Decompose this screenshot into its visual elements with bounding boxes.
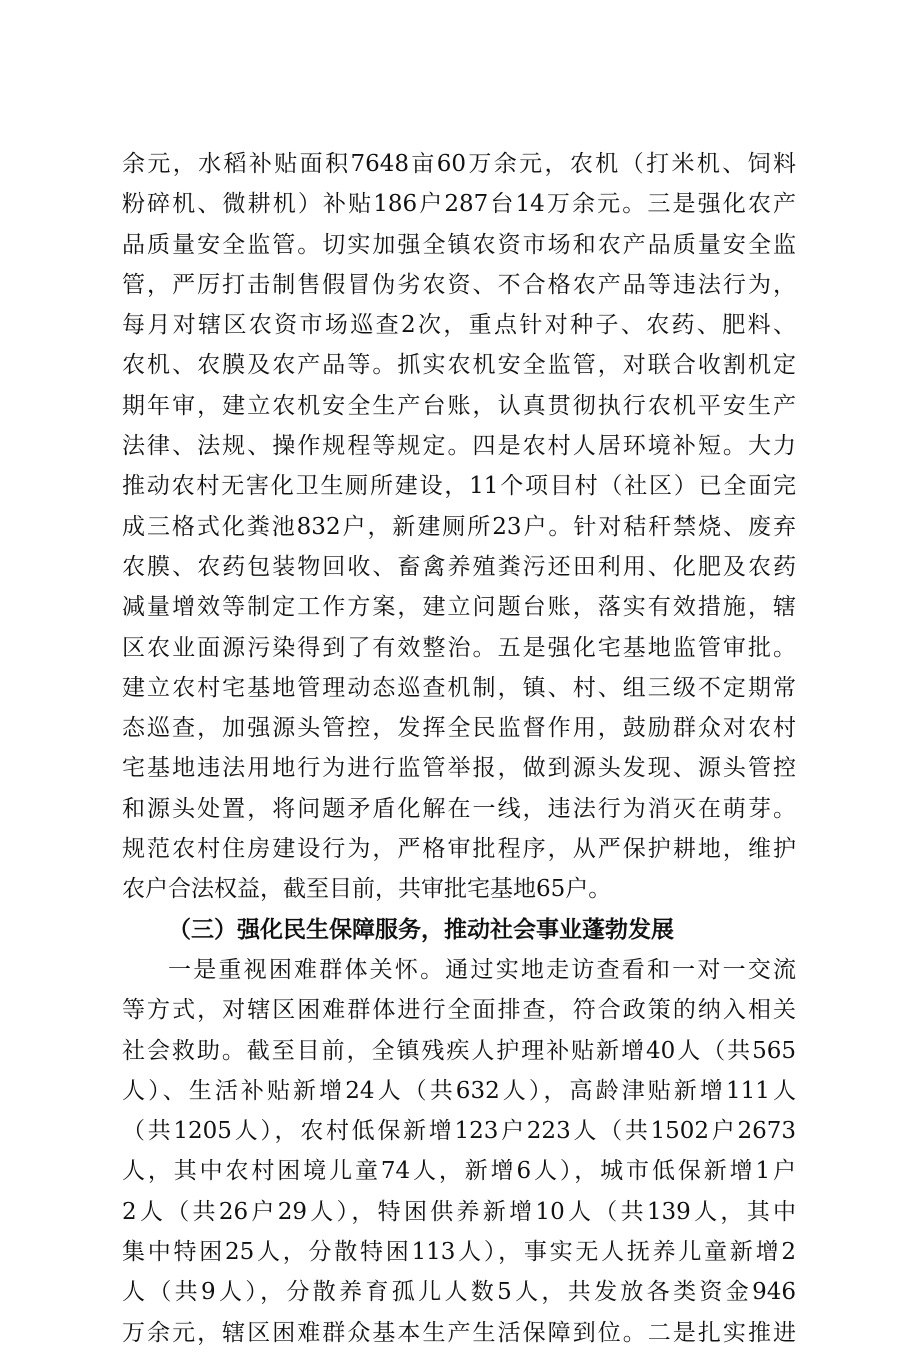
section-heading: （三）强化民生保障服务，推动社会事业蓬勃发展 [168,915,674,943]
text-line: 区农业面源污染得到了有效整治。五是强化宅基地监管审批。 [122,634,796,661]
text-line: 和源头处置，将问题矛盾化解在一线，违法行为消灭在萌芽。 [122,795,796,822]
text-line: 品质量安全监管。切实加强全镇农资市场和农产品质量安全监 [122,231,796,258]
text-line: 等方式，对辖区困难群体进行全面排查，符合政策的纳入相关 [122,997,796,1024]
document-body [122,144,796,1353]
text-line: 人）、生活补贴新增24人（共632人），高龄津贴新增111人 [122,1077,796,1104]
text-line: 2人（共26户29人），特困供养新增10人（共139人，其中 [122,1198,796,1225]
text-line: 建立农村宅基地管理动态巡查机制，镇、村、组三级不定期常 [122,674,796,701]
text-line: 农户合法权益，截至目前，共审批宅基地65户。 [122,876,612,903]
text-line: 每月对辖区农资市场巡查2次，重点针对种子、农药、肥料、 [122,312,796,339]
text-line: 万余元，辖区困难群众基本生产生活保障到位。二是扎实推进 [122,1319,796,1346]
text-line: 农膜、农药包装物回收、畜禽养殖粪污还田利用、化肥及农药 [122,553,796,580]
text-line: 粉碎机、微耕机）补贴186户287台14万余元。三是强化农产 [122,191,796,218]
text-line: 一是重视困难群体关怀。通过实地走访查看和一对一交流 [168,956,796,983]
text-line: （共1205人），农村低保新增123户223人（共1502户2673 [122,1118,796,1145]
paragraph-livelihood-agriculture [122,144,796,910]
text-line: 减量增效等制定工作方案，建立问题台账，落实有效措施，辖 [122,594,796,621]
text-line: 人（共9人），分散养育孤儿人数5人，共发放各类资金946 [122,1279,796,1306]
text-line: 期年审，建立农机安全生产台账，认真贯彻执行农机平安生产 [122,392,796,419]
text-line: 成三格式化粪池832户，新建厕所23户。针对秸秆禁烧、废弃 [122,513,796,540]
text-line: 法律、法规、操作规程等规定。四是农村人居环境补短。大力 [122,433,796,460]
text-line: 宅基地违法用地行为进行监管举报，做到源头发现、源头管控 [122,755,796,782]
paragraph-social-assistance [122,950,796,1353]
text-line: 态巡查，加强源头管控，发挥全民监督作用，鼓励群众对农村 [122,715,796,742]
text-line: 推动农村无害化卫生厕所建设，11个项目村（社区）已全面完 [122,473,796,500]
text-line: 农机、农膜及农产品等。抓实农机安全监管，对联合收割机定 [122,352,796,379]
text-line: 规范农村住房建设行为，严格审批程序，从严保护耕地，维护 [122,836,796,863]
text-line: 社会救助。截至目前，全镇残疾人护理补贴新增40人（共565 [122,1037,796,1064]
text-line: 人，其中农村困境儿童74人，新增6人），城市低保新增1户 [122,1158,796,1185]
text-line: 余元，水稻补贴面积7648亩60万余元，农机（打米机、饲料 [122,151,796,177]
text-line: 集中特困25人，分散特困113人），事实无人抚养儿童新增2 [122,1239,796,1266]
text-line: 管，严厉打击制售假冒伪劣农资、不合格农产品等违法行为， [122,271,796,298]
